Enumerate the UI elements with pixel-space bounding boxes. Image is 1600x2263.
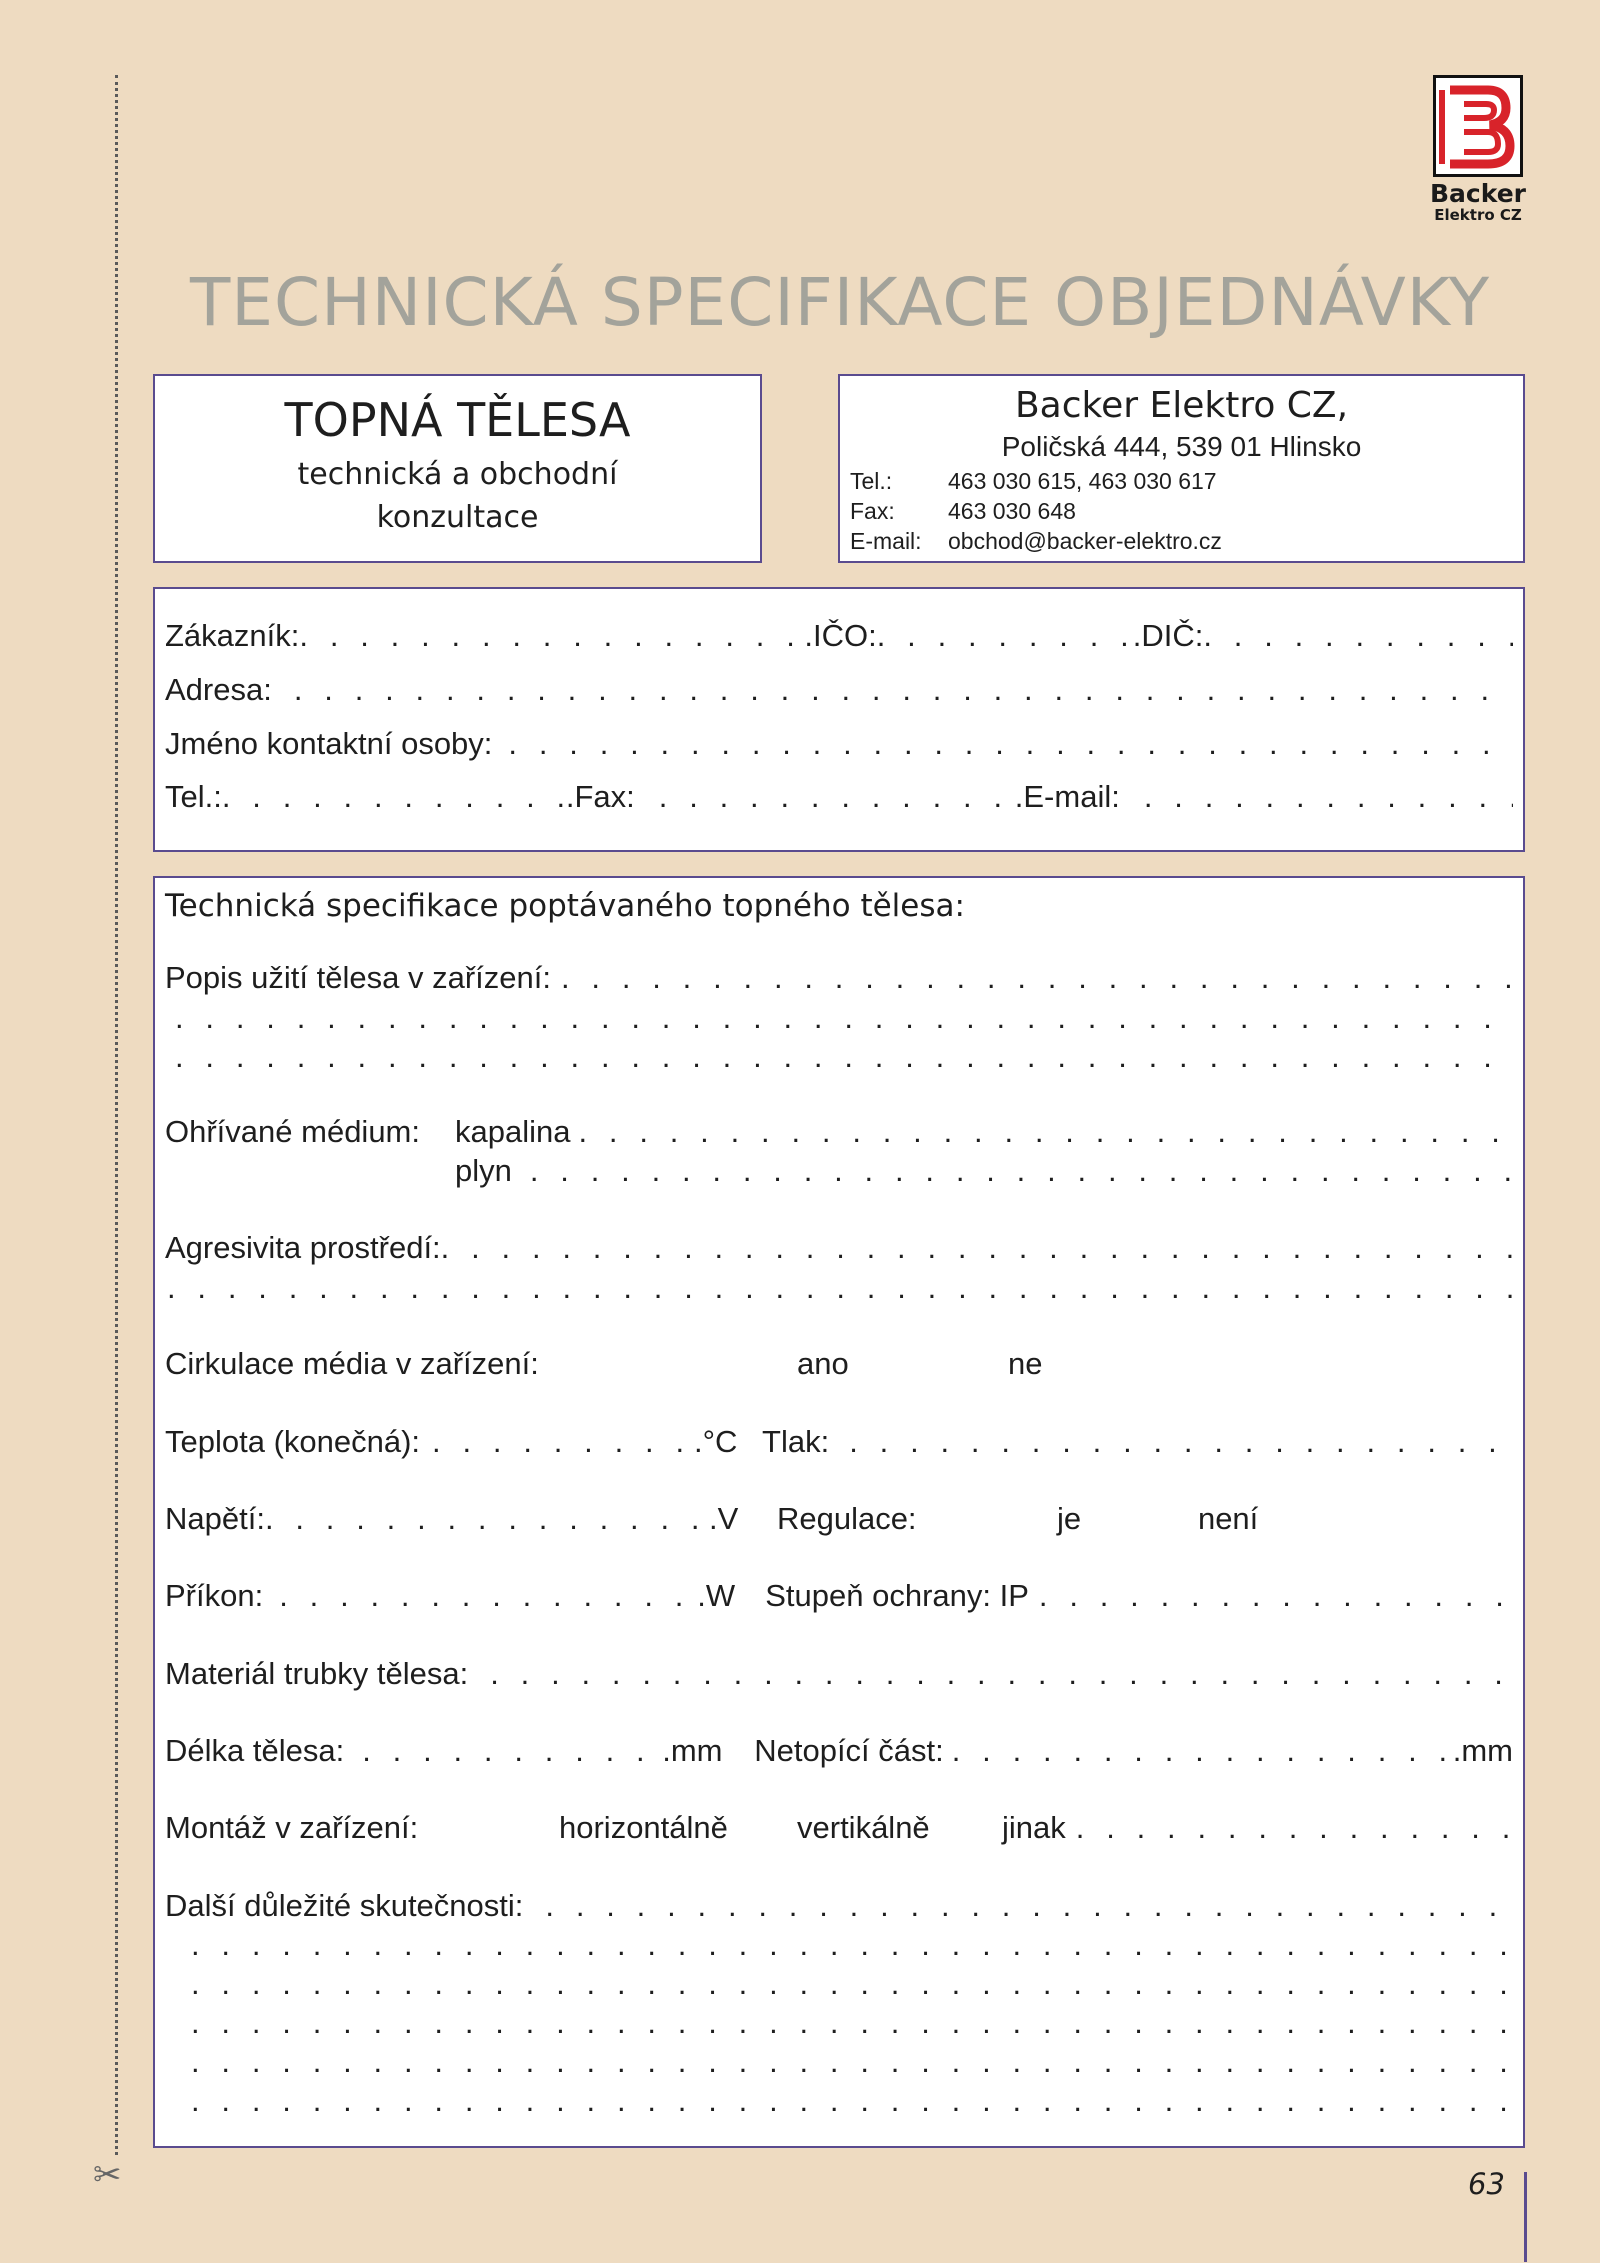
- protection-label: Stupeň ochrany: IP: [765, 1579, 1029, 1613]
- medium-gas-field[interactable]: [530, 1154, 1513, 1188]
- aggressivity-field-2[interactable]: [167, 1271, 1513, 1305]
- product-title: TOPNÁ TĚLESA: [284, 393, 631, 447]
- customer-email-label: .E-mail:: [1014, 780, 1120, 814]
- medium-row: [165, 1115, 1513, 1149]
- customer-fax-field[interactable]: [659, 780, 1015, 814]
- customer-phone-row: [165, 780, 1513, 814]
- temperature-label: Teplota (konečná):: [165, 1425, 421, 1459]
- ico-field[interactable]: [877, 619, 1133, 653]
- non-heating-field[interactable]: [952, 1734, 1453, 1768]
- contact-email-label: E-mail:: [850, 527, 922, 554]
- non-heating-unit: .mm: [1452, 1734, 1513, 1768]
- voltage-regulation-row: [165, 1502, 1513, 1536]
- usage-row-3: [165, 1040, 1513, 1074]
- regulation-label: Regulace:: [776, 1502, 917, 1536]
- material-field[interactable]: [490, 1657, 1513, 1691]
- contact-tel-row: [840, 466, 1523, 496]
- temperature-unit: .°C: [694, 1425, 738, 1459]
- notes-field-6[interactable]: [191, 2084, 1513, 2118]
- customer-row: [165, 619, 1513, 653]
- contact-company: Backer Elektro CZ,: [1014, 385, 1349, 426]
- usage-field-3[interactable]: [175, 1040, 1513, 1074]
- material-label: Materiál trubky tělesa:: [165, 1657, 469, 1691]
- medium-liquid-field[interactable]: [578, 1115, 1513, 1149]
- page-margin-bar: [1524, 2172, 1527, 2262]
- voltage-field[interactable]: [265, 1502, 709, 1536]
- dic-label: .DIČ:: [1132, 619, 1204, 653]
- circulation-no[interactable]: ne: [1008, 1347, 1043, 1381]
- notes-row-4: [165, 2006, 1513, 2040]
- contact-fax-row: [840, 496, 1523, 526]
- temperature-pressure-row: [165, 1425, 1513, 1459]
- usage-label: Popis užití tělesa v zařízení:: [165, 961, 551, 995]
- address-label: Adresa:: [165, 673, 272, 707]
- mounting-other-field[interactable]: [1076, 1811, 1513, 1845]
- voltage-unit: .V: [708, 1502, 739, 1536]
- customer-fax-label: .Fax:: [565, 780, 635, 814]
- notes-row-3: [165, 1967, 1513, 2001]
- material-row: [165, 1657, 1513, 1691]
- voltage-label: Napětí:: [165, 1502, 265, 1536]
- notes-row-5: [165, 2045, 1513, 2079]
- mounting-horizontal[interactable]: horizontálně: [559, 1811, 728, 1845]
- notes-field-4[interactable]: [191, 2006, 1513, 2040]
- backer-logo-mark: [1433, 75, 1523, 177]
- contact-tel-label: Tel.:: [850, 467, 893, 494]
- page-title: TECHNICKÁ SPECIFIKACE OBJEDNÁVKY: [189, 264, 1491, 341]
- customer-email-field[interactable]: [1144, 780, 1513, 814]
- customer-label: Zákazník:: [165, 619, 300, 653]
- contact-email-row: [840, 526, 1523, 556]
- product-box: [153, 374, 762, 563]
- power-label: Příkon:: [165, 1579, 264, 1613]
- customer-field[interactable]: [299, 619, 804, 653]
- length-row: [165, 1734, 1513, 1768]
- dic-field[interactable]: [1203, 619, 1513, 653]
- customer-section: [153, 587, 1525, 852]
- power-protection-row: [165, 1579, 1513, 1613]
- aggressivity-field[interactable]: [441, 1231, 1513, 1265]
- usage-row-2: [165, 1001, 1513, 1035]
- medium-liquid-label: kapalina: [455, 1115, 571, 1149]
- address-field[interactable]: [294, 673, 1513, 707]
- company-logo: [1428, 75, 1528, 226]
- usage-field-2[interactable]: [175, 1001, 1513, 1035]
- circulation-yes[interactable]: ano: [797, 1347, 849, 1381]
- length-unit: .mm: [662, 1734, 723, 1768]
- logo-sub: Elektro CZ: [1434, 206, 1522, 224]
- contact-address: Poličská 444, 539 01 Hlinsko: [1001, 431, 1362, 463]
- notes-label: Další důležité skutečnosti:: [165, 1889, 524, 1923]
- address-row: [165, 673, 1513, 707]
- temperature-field[interactable]: [432, 1425, 694, 1459]
- aggressivity-label: Agresivita prostředí:: [165, 1231, 441, 1265]
- notes-field-5[interactable]: [191, 2045, 1513, 2079]
- medium-label: Ohřívané médium:: [165, 1115, 420, 1149]
- mounting-vertical[interactable]: vertikálně: [797, 1811, 930, 1845]
- contact-tel: 463 030 615, 463 030 617: [948, 467, 1217, 494]
- contact-person-row: [165, 727, 1513, 761]
- contact-person-field[interactable]: [508, 727, 1513, 761]
- power-unit: .W: [697, 1579, 736, 1613]
- regulation-yes[interactable]: je: [1056, 1502, 1082, 1536]
- contact-fax: 463 030 648: [948, 497, 1076, 524]
- notes-field-2[interactable]: [191, 1928, 1513, 1962]
- customer-tel-label: Tel.:: [165, 780, 222, 814]
- aggressivity-row-2: [165, 1271, 1513, 1305]
- notes-field-3[interactable]: [191, 1967, 1513, 2001]
- cut-line: [115, 75, 118, 2155]
- customer-tel-field[interactable]: [222, 780, 566, 814]
- contact-email: obchod@backer-elektro.cz: [948, 527, 1222, 554]
- scissors-icon: ✂: [93, 2155, 122, 2195]
- product-sub-2: konzultace: [376, 500, 539, 536]
- specification-section: [153, 876, 1525, 2148]
- page-number: 63: [1468, 2167, 1505, 2201]
- logo-name: Backer: [1430, 179, 1526, 208]
- pressure-field[interactable]: [849, 1425, 1513, 1459]
- mounting-label: Montáž v zařízení:: [165, 1811, 419, 1845]
- medium-gas-label: plyn: [455, 1154, 512, 1188]
- protection-field[interactable]: [1039, 1579, 1513, 1613]
- ico-label: .IČO:: [804, 619, 877, 653]
- aggressivity-row: [165, 1231, 1513, 1265]
- product-sub-1: technická a obchodní: [297, 456, 618, 492]
- regulation-no[interactable]: není: [1197, 1502, 1259, 1536]
- notes-row: [165, 1889, 1513, 1923]
- mounting-other-label[interactable]: jinak: [1002, 1811, 1066, 1845]
- contact-box: [838, 374, 1525, 563]
- notes-row-2: [165, 1928, 1513, 1962]
- circulation-row: [165, 1347, 1513, 1381]
- spec-heading: Technická specifikace poptávaného topného tělesa:: [165, 888, 965, 924]
- circulation-label: Cirkulace média v zařízení:: [165, 1347, 539, 1381]
- usage-row: [165, 961, 1513, 995]
- contact-person-label: Jméno kontaktní osoby:: [165, 727, 493, 761]
- medium-gas-row: [165, 1154, 1513, 1188]
- non-heating-label: Netopící část:: [754, 1734, 944, 1768]
- pressure-label: Tlak:: [762, 1425, 830, 1459]
- usage-field[interactable]: [561, 961, 1513, 995]
- contact-fax-label: Fax:: [850, 497, 895, 524]
- mounting-row: [165, 1811, 1513, 1845]
- length-label: Délka tělesa:: [165, 1734, 345, 1768]
- notes-field[interactable]: [545, 1889, 1513, 1923]
- power-field[interactable]: [279, 1579, 697, 1613]
- length-field[interactable]: [362, 1734, 662, 1768]
- notes-row-6: [165, 2084, 1513, 2118]
